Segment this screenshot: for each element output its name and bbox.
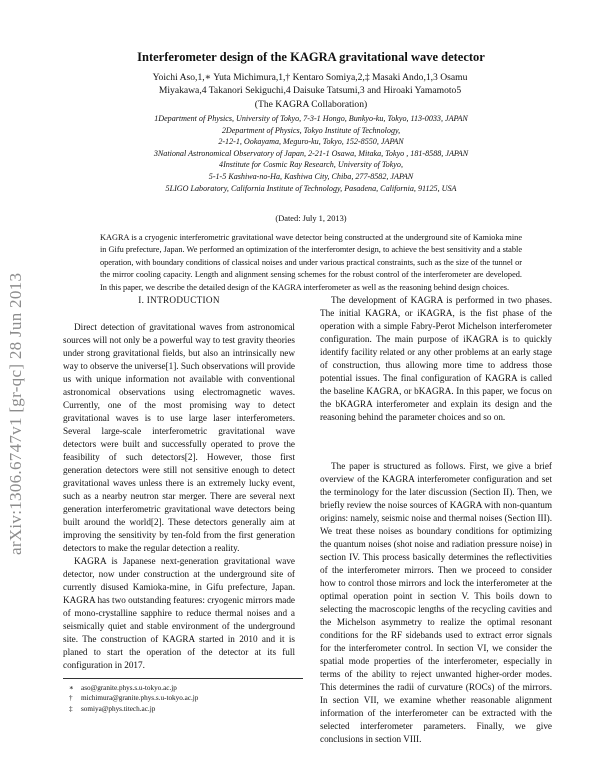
affiliation-line: 5-1-5 Kashiwa-no-Ha, Kashiwa City, Chiba, 277-8582, JAPAN [208,171,414,181]
arxiv-identifier: arXiv:1306.6747v1 [gr-qc] 28 Jun 2013 [6,272,25,556]
footnote-email: aso@granite.phys.s.u-tokyo.ac.jp [81,684,177,692]
affiliation-line: 2Department of Physics, Tokyo Institute of Technology, [221,125,401,135]
abstract: KAGRA is a cryogenic interferometric gravitational wave detector being constructed at the underground site of Kamioka mine in Gifu prefecture, Japan. We performed an optimization of the interferomter design, to achieve the best sensitivity and a stable operation, with boundary conditions of classical noises and under various practical constraints, such as the size of the tunnel or the mirror cooling capacity. Length and alignment sensing schemes for the robust control of the interferometer are developed. In this paper, we describe the detailed design of the KAGRA interferometer as well as the reasoning behind design choices. [100,233,522,292]
affiliation-line: 5LIGO Laboratory, California Institute of Technology, Pasadena, California, 91125, USA [165,183,457,193]
footnotes [63,678,303,714]
affiliation-line: 4Institute for Cosmic Ray Research, University of Tokyo, [219,160,403,170]
footnote-mark: ‡ [69,704,73,713]
date-line: (Dated: July 1, 2013) [275,214,347,223]
affiliation-line: 1Department of Physics, University of Tokyo, 7-3-1 Hongo, Bunkyo-ku, Tokyo, 113-0033, JAPAN [154,114,468,123]
author-list [90,71,530,97]
footnote-mark: † [69,694,73,703]
footnote [63,693,303,703]
affiliations [70,113,552,194]
footnote [63,683,303,693]
left-column [63,294,295,672]
footnote-email: michimura@granite.phys.s.u-tokyo.ac.jp [81,694,199,703]
body-paragraph: The paper is structured as follows. First, we give a brief overview of the KAGRA interferometer configuration and set the terminology for the later discussion (Section II). Then, we briefly review the noise sources of KAGRA with non-quantum origins: namely, seismic noise and thermal noises (Section III). We treat these noises as boundary conditions for optimizing the quantum noises (shot noise and radiation pressure noise) in section IV. This process basically determines the reflectivities of the interferometer mirrors. Then we proceed to consider how to control those mirrors and lock the interferometer at the optimal operation point in section V. This boils down to selecting the macroscopic lengths of the recycling cavities and the Michelson asymmetry to realize the optimal resonant conditions for the RF sidebands used to extract error signals for the interferometer control. In section VI, we consider the spatial mode properties of the interferometer, especially in terms of the ability to reject unwanted higher-order modes. This determines the radii of curvature (ROCs) of the mirrors. In section VII, we examine whether reasonable alignment information of the interferometer can be extracted with the selected interferometer parameters. Finally, we give conclusions in section VIII. [320,461,552,744]
body-paragraph: KAGRA is Japanese next-generation gravitational wave detector, now under construction at the underground site of currently disused Kamioka-mine, in Gifu prefecture, Japan. KAGRA has two outstanding features: cryogenic mirrors made of mono-crystalline sapphire to reduce thermal noises and a seismically quiet and stable environment of the underground site. The construction of KAGRA started in 2010 and it is planed to start the operation of the detector at its full configuration in 2017. [63,556,295,670]
paper-title: Interferometer design of the KAGRA gravitational wave detector [137,50,485,64]
right-column [320,294,552,746]
author-line: Yoichi Aso,1,∗ Yuta Michimura,1,† Kentaro Somiya,2,‡ Masaki Ando,1,3 Osamu [152,72,468,83]
body-paragraph: Direct detection of gravitational waves from astronomical sources will not only be a powerful way to test gravity theories under strong gravitational fields, but also an intrinsically new way to observe the universe[1]. Such observations will provide us with unique information not available with conventional astronomical observations using electromagnetic waves. Currently, one of the most promising way to detect gravitational waves is to use large laser interferometers. Several large-scale interferometric gravitational wave detectors were built and successfully operated to prove the feasibility of such detectors[2]. However, those first generation detectors were still not sensitive enough to detect gravitational waves unless there is an extremely lucky event, such as a nearby neutron star merger. There are several next generation interferometric gravitational wave detectors being built around the world[2]. These detectors generally aim at improving the sensitivity by ten-fold from the first generation detectors to make the regular detection a reality. [63,322,295,553]
footnote-mark: ∗ [69,684,74,692]
affiliation-line: 3National Astronomical Observatory of Japan, 2-21-1 Osawa, Mitaka, Tokyo , 181-8588, JAPAN [153,148,469,158]
affiliation-line: 2-12-1, Ookayama, Meguro-ku, Tokyo, 152-8550, JAPAN [218,137,404,147]
footnote-email: somiya@phys.titech.ac.jp [81,704,156,713]
author-line: Miyakawa,4 Takanori Sekiguchi,4 Daisuke Tatsumi,3 and Hiroaki Yamamoto5 [158,85,462,96]
collaboration: (The KAGRA Collaboration) [254,99,368,110]
section-heading: I. INTRODUCTION [138,295,220,305]
footnote [63,704,303,714]
body-paragraph: The development of KAGRA is performed in two phases. The initial KAGRA, or iKAGRA, is the fist phase of the operation with a simple Fabry-Perot Michelson interferometer configuration. The main purpose of iKAGRA is to quickly identify facility related or any other problems at an early stage of construction, thus allowing more time to address those potential issues. The final configuration of KAGRA is called the baseline KAGRA, or bKAGRA. In this paper, we focus on the bKAGRA interferometer and explain its design and the reasoning behind the parameter choices and so on. [320,295,552,422]
